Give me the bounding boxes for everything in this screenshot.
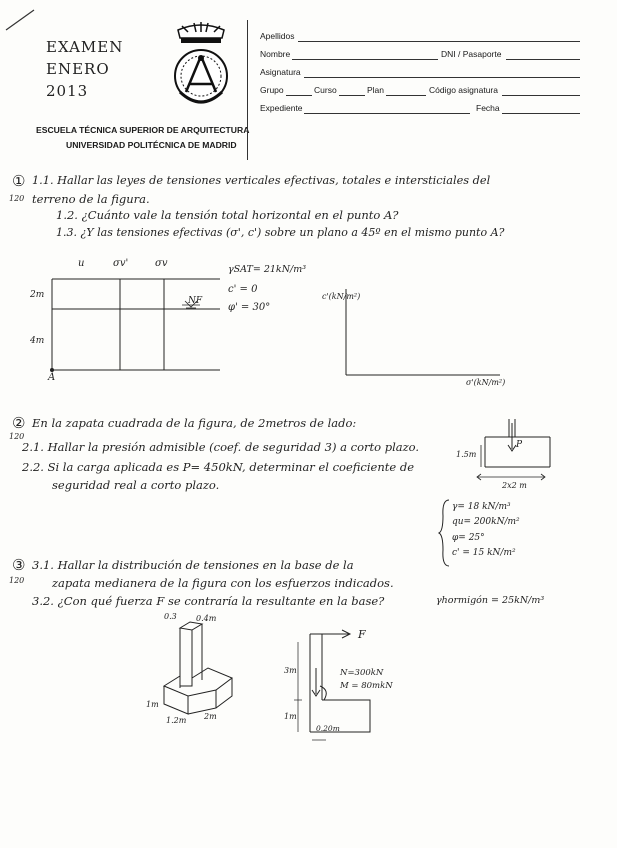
- q2-brace: [438, 498, 452, 568]
- q3-dim-2m: 2m: [204, 712, 217, 721]
- q1-number: ①: [12, 172, 26, 190]
- q1-gamma: γSAT= 21kN/m³: [228, 264, 307, 275]
- q1-point-a: A: [48, 372, 56, 383]
- q3-eccentricity: 0.20m: [316, 724, 340, 733]
- school-name-2: UNIVERSIDAD POLITÉCNICA DE MADRID: [66, 140, 237, 150]
- apellidos-label: Apellidos: [260, 31, 295, 41]
- q3-height-3m: 3m: [284, 666, 297, 675]
- q3-number: ③: [12, 556, 26, 574]
- q2-number: ②: [12, 414, 26, 432]
- q1-line3: 1.3. ¿Y las tensiones efectivas (σ', c') sobre un plano a 45º en el mismo punto A?: [56, 226, 505, 239]
- codigo-label: Código asignatura: [429, 85, 498, 95]
- fecha-label: Fecha: [476, 103, 500, 113]
- nombre-label: Nombre: [260, 49, 291, 59]
- q1-col-sv: σv: [155, 258, 168, 269]
- q1-c: c' = 0: [228, 284, 258, 295]
- q3-line1: 3.1. Hallar la distribución de tensiones en la base de la: [32, 558, 354, 572]
- nombre-field[interactable]: [292, 59, 438, 60]
- q1-nf-label: NF: [188, 296, 203, 306]
- q1-points: 120: [9, 194, 25, 203]
- grupo-field[interactable]: [286, 95, 312, 96]
- curso-field[interactable]: [339, 95, 365, 96]
- exam-heading-1: EXAMEN: [46, 38, 124, 56]
- q1-mohr-axes: [340, 285, 520, 385]
- q1-line1b: terreno de la figura.: [32, 192, 150, 206]
- q2-intro: En la zapata cuadrada de la figura, de 2metros de lado:: [32, 416, 357, 430]
- dni-label: DNI / Pasaporte: [441, 49, 502, 59]
- q3-force-f: F: [358, 628, 366, 641]
- q2-gamma: γ= 18 kN/m³: [452, 502, 511, 512]
- q3-line1b: zapata medianera de la figura con los esfuerzos indicados.: [52, 576, 394, 590]
- q2-size: 2x2 m: [502, 481, 527, 490]
- q2-depth: 1.5m: [456, 450, 477, 459]
- fecha-field[interactable]: [502, 113, 580, 114]
- school-crest-logo: [170, 20, 232, 110]
- q2-c: c' = 15 kN/m²: [452, 548, 516, 558]
- asignatura-field[interactable]: [304, 77, 580, 78]
- q3-axial-n: N=300kN: [340, 668, 384, 678]
- q1-col-u: u: [78, 258, 85, 269]
- q3-dim-04: 0.4m: [196, 614, 217, 623]
- q2-points: 120: [9, 432, 25, 441]
- q1-line2: 1.2. ¿Cuánto vale la tensión total horizontal en el punto A?: [56, 208, 399, 222]
- q3-gamma-concrete: γhormigón = 25kN/m³: [436, 595, 545, 606]
- corner-mark: [0, 0, 40, 30]
- q2-load: P: [516, 440, 523, 450]
- q2-line2b: seguridad real a corto plazo.: [52, 478, 220, 492]
- asignatura-label: Asignatura: [260, 67, 301, 77]
- q1-phi: φ' = 30°: [228, 302, 271, 313]
- exam-heading-2: ENERO: [46, 60, 110, 78]
- q3-points: 120: [9, 576, 25, 585]
- q1-line1: 1.1. Hallar las leyes de tensiones verticales efectivas, totales e intersticiales del: [32, 174, 491, 187]
- q3-line2: 3.2. ¿Con qué fuerza F se contraría la resultante en la base?: [32, 594, 385, 608]
- plan-label: Plan: [367, 85, 385, 95]
- q1-axis-x: σ'(kN/m²): [466, 378, 506, 387]
- q1-soil-diagram: [40, 255, 240, 385]
- codigo-field[interactable]: [502, 95, 580, 96]
- q3-height-1m: 1m: [284, 712, 297, 721]
- q2-qu: qu= 200kN/m²: [452, 517, 520, 527]
- plan-field[interactable]: [386, 95, 426, 96]
- apellidos-field[interactable]: [298, 41, 580, 42]
- dni-field[interactable]: [506, 59, 580, 60]
- school-name-1: ESCUELA TÉCNICA SUPERIOR DE ARQUITECTURA: [36, 125, 250, 135]
- expediente-field[interactable]: [304, 113, 470, 114]
- expediente-label: Expediente: [260, 103, 303, 113]
- q1-depth-4m: 4m: [30, 336, 45, 346]
- q1-axis-y: c'(kN/m²): [322, 292, 361, 301]
- header-divider: [247, 20, 248, 160]
- grupo-label: Grupo: [260, 85, 284, 95]
- q3-dim-12: 1.2m: [166, 716, 187, 725]
- q3-moment-m: M = 80mkN: [340, 681, 393, 691]
- q3-dim-1m: 1m: [146, 700, 159, 709]
- q3-dim-03: 0.3: [164, 612, 177, 621]
- q1-depth-2m: 2m: [30, 290, 45, 300]
- q1-col-sv-eff: σv': [113, 258, 129, 269]
- q2-line2: 2.2. Si la carga aplicada es P= 450kN, determinar el coeficiente de: [22, 460, 415, 474]
- q2-phi: φ= 25°: [452, 533, 485, 543]
- curso-label: Curso: [314, 85, 337, 95]
- q2-line1: 2.1. Hallar la presión admisible (coef. de seguridad 3) a corto plazo.: [22, 440, 420, 454]
- exam-heading-3: 2013: [46, 82, 89, 100]
